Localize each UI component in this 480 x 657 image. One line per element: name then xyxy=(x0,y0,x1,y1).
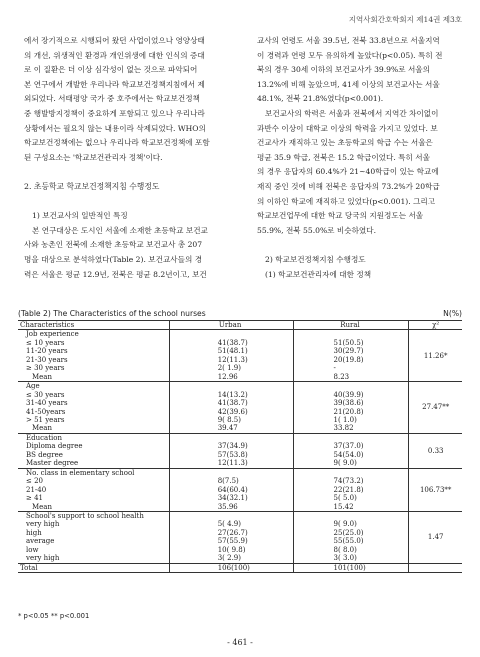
rural-cell: 101(100) xyxy=(293,563,409,572)
text-line: 본 연구대상은 도시인 서울에 소재한 초등학교 보건교 xyxy=(32,225,208,235)
text-line: 본 연구에서 개발한 우리나라 학교보건정책지침에서 제 xyxy=(24,79,205,89)
text-line: 48.1%, 전북 21.8%였다(p<0.001). xyxy=(257,94,384,104)
urban-cell: 64(60.4) xyxy=(169,486,293,494)
rural-cell: 33.82 xyxy=(293,424,409,433)
rural-cell: 20(19.8) xyxy=(293,356,409,364)
rural-cell: 40(39.9) xyxy=(293,391,409,399)
section-title: 2. 초등학교 학교보건정책지침 수행정도 xyxy=(24,181,160,191)
table-row xyxy=(18,546,462,554)
group-label: School's support to school health xyxy=(18,511,169,520)
row-label: ≥ 41 xyxy=(26,494,43,503)
urban-cell xyxy=(169,433,293,442)
urban-cell: 5( 4.9) xyxy=(169,520,293,528)
text-line: 북의 경우 30세 이하의 보건교사가 39.9%로 서울의 xyxy=(257,65,430,75)
row-label: very high xyxy=(26,520,60,529)
mean-row xyxy=(18,424,462,433)
group-row xyxy=(18,511,462,520)
urban-cell: 35.96 xyxy=(169,503,293,512)
table-row xyxy=(18,451,462,459)
text-line: 상황에서는 필요치 않는 내용이라 삭제되었다. WHO의 xyxy=(24,123,206,133)
text-line: 력은 서울은 평균 12.9년, 전북은 평균 8.2년이고, 보건 xyxy=(24,269,207,279)
table-unit: N(%) xyxy=(443,309,462,318)
urban-cell: 51(48.1) xyxy=(169,347,293,355)
rural-cell xyxy=(293,511,409,520)
text-line: 명을 대상으로 분석하였다(Table 2). 보건교사들의 경 xyxy=(24,254,203,264)
mean-row xyxy=(18,373,462,382)
urban-cell: 106(100) xyxy=(169,563,293,572)
total-row xyxy=(18,563,462,572)
urban-cell: 2( 1.9) xyxy=(169,364,293,372)
rural-cell: 5( 5.0) xyxy=(293,494,409,502)
row-label: Total xyxy=(18,563,169,572)
table-row xyxy=(18,494,462,502)
table-row xyxy=(18,554,462,563)
row-label: 11-20 years xyxy=(26,347,68,356)
table-row xyxy=(18,477,462,485)
table-row xyxy=(18,529,462,537)
urban-cell: 10( 9.8) xyxy=(169,546,293,554)
table-row xyxy=(18,347,462,355)
header-urban: Urban xyxy=(169,321,293,330)
left-column xyxy=(24,34,229,282)
row-label: Diploma degree xyxy=(26,442,83,451)
text-line: 의 개선, 위생적인 환경과 개인위생에 대한 인식의 증대 xyxy=(24,50,205,60)
text-line: 의 이하인 학교에 재직하고 있었다(p<0.001). 그리고 xyxy=(257,196,436,206)
chi-square-cell xyxy=(409,563,462,572)
urban-cell: 12.96 xyxy=(169,373,293,382)
row-label: low xyxy=(26,545,39,554)
text-line: 사와 농촌인 전북에 소재한 초등학교 보건교사 총 207 xyxy=(24,240,203,250)
text-line: 건교사가 재직하고 있는 초등학교의 학급 수는 서울은 xyxy=(257,138,433,148)
text-line: 55.9%, 전북 55.0%로 비슷하였다. xyxy=(257,225,376,235)
rural-cell xyxy=(293,468,409,477)
group-row xyxy=(18,468,462,477)
table-row xyxy=(18,416,462,424)
table-header-row xyxy=(18,321,462,330)
rural-cell: - xyxy=(293,364,409,372)
table-row xyxy=(18,356,462,364)
rural-cell: 74(73.2) xyxy=(293,477,409,485)
row-label: very high xyxy=(18,554,169,563)
urban-cell: 27(26.7) xyxy=(169,529,293,537)
journal-header: 지역사회간호학회지 제14권 제3호 xyxy=(348,15,462,24)
rural-cell xyxy=(293,330,409,339)
row-label: > 51 years xyxy=(26,415,65,424)
rural-cell: 3( 3.0) xyxy=(293,554,409,563)
chi-square-cell: 106.73** xyxy=(409,468,462,511)
row-label: ≤ 30 years xyxy=(26,390,65,399)
rural-cell: 22(21.8) xyxy=(293,486,409,494)
group-row xyxy=(18,433,462,442)
text-line: 과반수 이상이 대학교 이상의 학력을 가지고 있었다. 보 xyxy=(257,123,438,133)
rural-cell: 9( 9.0) xyxy=(293,459,409,468)
table-row xyxy=(18,537,462,545)
table-row xyxy=(18,442,462,450)
group-row xyxy=(18,382,462,391)
header-chi-square: χ² xyxy=(409,321,462,330)
header-characteristics: Characteristics xyxy=(18,321,169,330)
urban-cell: 42(39.6) xyxy=(169,408,293,416)
urban-cell xyxy=(169,330,293,339)
text-line: 로 이 질환은 더 이상 심각성이 없는 것으로 파악되어 xyxy=(24,65,198,75)
rural-cell: 8( 8.0) xyxy=(293,546,409,554)
table-row xyxy=(18,391,462,399)
text-line: 교사의 연령도 서울 39.5년, 전북 33.8년으로 서울지역 xyxy=(257,36,440,45)
urban-cell: 9( 8.5) xyxy=(169,416,293,424)
chi-square-cell: 1.47 xyxy=(409,511,462,563)
table-row xyxy=(18,520,462,528)
rural-cell: 8.23 xyxy=(293,373,409,382)
header-rural: Rural xyxy=(293,321,409,330)
mean-row xyxy=(18,503,462,512)
subsection-title: (1) 학교보건관리자에 대한 정책 xyxy=(265,269,372,279)
group-row xyxy=(18,330,462,339)
characteristics-table xyxy=(18,320,462,573)
rural-cell xyxy=(293,433,409,442)
row-label: ≤ 20 xyxy=(26,477,43,486)
rural-cell: 15.42 xyxy=(293,503,409,512)
row-label: ≤ 10 years xyxy=(26,338,65,347)
group-label: Education xyxy=(18,433,169,442)
text-line: 학교보건업무에 대한 학교 당국의 지원정도는 서울 xyxy=(257,211,424,221)
table-row xyxy=(18,459,462,468)
rural-cell: 25(25.0) xyxy=(293,529,409,537)
table-row xyxy=(18,364,462,372)
text-line: 의 경우 응답자의 60.4%가 21~40학급이 있는 학교에 xyxy=(257,167,439,177)
table-row xyxy=(18,486,462,494)
subsection-title: 2) 학교보건정책지침 수행정도 xyxy=(265,254,366,264)
right-column xyxy=(257,34,462,282)
urban-cell: 57(53.8) xyxy=(169,451,293,459)
chi-square-cell: 11.26* xyxy=(409,330,462,382)
rural-cell: 51(50.5) xyxy=(293,339,409,347)
urban-cell: 41(38.7) xyxy=(169,399,293,407)
text-line: 중 행발방지정책이 중요하게 포함되고 있으나 우리나라 xyxy=(24,108,205,118)
urban-cell: 34(32.1) xyxy=(169,494,293,502)
table-row xyxy=(18,399,462,407)
urban-cell: 39.47 xyxy=(169,424,293,433)
page-number: - 461 - xyxy=(227,638,253,647)
row-label: average xyxy=(26,537,55,546)
group-label: Age xyxy=(18,382,169,391)
urban-cell xyxy=(169,468,293,477)
rural-cell: 30(29.7) xyxy=(293,347,409,355)
row-label: 21-40 xyxy=(26,485,47,494)
urban-cell xyxy=(169,382,293,391)
row-label: 31-40 years xyxy=(26,399,68,408)
text-line: 학교보건정책에는 없으나 우리나라 학교보건정책에 포함 xyxy=(24,138,210,148)
table-row xyxy=(18,408,462,416)
urban-cell: 12(11.3) xyxy=(169,356,293,364)
text-line: 보건교사의 학력은 서울과 전북에서 지역간 차이없이 xyxy=(265,108,439,118)
table-row xyxy=(18,339,462,347)
rural-cell: 55(55.0) xyxy=(293,537,409,545)
urban-cell xyxy=(169,511,293,520)
urban-cell: 12(11.3) xyxy=(169,459,293,468)
group-label: No. class in elementary school xyxy=(18,468,169,477)
text-line: 평균 35.9 학급, 전북은 15.2 학급이었다. 특히 서울 xyxy=(257,152,430,162)
rural-cell: 37(37.0) xyxy=(293,442,409,450)
text-line: 13.2%에 비해 높았으며, 41세 이상의 보건교사는 서울 xyxy=(257,79,440,89)
rural-cell: 21(20.8) xyxy=(293,408,409,416)
row-label: Mean xyxy=(18,503,169,512)
chi-square-cell: 0.33 xyxy=(409,433,462,468)
urban-cell: 8(7.5) xyxy=(169,477,293,485)
urban-cell: 57(55.9) xyxy=(169,537,293,545)
table-footnote: * p<0.05 ** p<0.001 xyxy=(18,612,90,620)
urban-cell: 37(34.9) xyxy=(169,442,293,450)
text-line: 이 경력과 연령 모두 유의하게 높았다(p<0.05). 특히 전 xyxy=(257,50,443,60)
row-label: Mean xyxy=(18,373,169,382)
urban-cell: 3( 2.9) xyxy=(169,554,293,563)
row-label: Mean xyxy=(18,424,169,433)
table-caption-bar xyxy=(18,309,462,318)
row-label: 21-30 years xyxy=(26,355,68,364)
row-label: high xyxy=(26,528,42,537)
table-caption: (Table 2) The Characteristics of the school nurses xyxy=(18,309,206,318)
group-label: Job experience xyxy=(18,330,169,339)
text-line: 된 구성요소는 '학교보건관리자 정책'이다. xyxy=(24,152,163,162)
rural-cell: 39(38.6) xyxy=(293,399,409,407)
subsection-title: 1) 보건교사의 일반적인 특징 xyxy=(32,211,128,221)
urban-cell: 14(13.2) xyxy=(169,391,293,399)
rural-cell: 1( 1.0) xyxy=(293,416,409,424)
text-line: 에서 장기적으로 시행되어 왔던 사업이었으나 영양상태 xyxy=(24,36,205,45)
rural-cell: 54(54.0) xyxy=(293,451,409,459)
text-line: 외되었다. 서태평양 국가 중 호주에서는 학교보건정책 xyxy=(24,94,200,104)
row-label: ≥ 30 years xyxy=(26,364,65,373)
row-label: Master degree xyxy=(18,459,169,468)
urban-cell: 41(38.7) xyxy=(169,339,293,347)
rural-cell: 9( 9.0) xyxy=(293,520,409,528)
chi-square-cell: 27.47** xyxy=(409,382,462,434)
row-label: 41-50years xyxy=(26,407,66,416)
row-label: BS degree xyxy=(26,450,63,459)
rural-cell xyxy=(293,382,409,391)
text-line: 재직 중인 것에 비해 전북은 응답자의 73.2%가 20학급 xyxy=(257,181,440,191)
